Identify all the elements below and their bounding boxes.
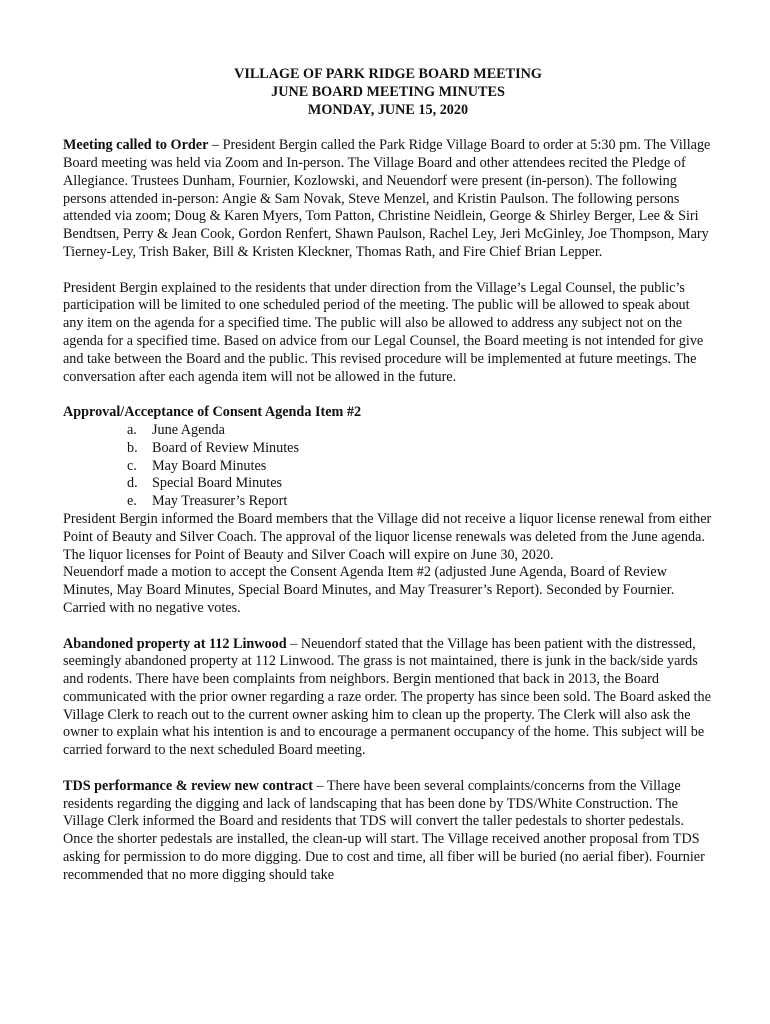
spacer (63, 119, 713, 137)
call-to-order-paragraph (63, 137, 713, 262)
list-item-label: b. (127, 439, 138, 456)
title-line-3: MONDAY, JUNE 15, 2020 (307, 101, 469, 118)
title-line-2: JUNE BOARD MEETING MINUTES (271, 83, 505, 100)
abandoned-property-paragraph (63, 636, 713, 761)
list-item-text: May Treasurer’s Report (152, 493, 288, 510)
consent-motion-paragraph: Neuendorf made a motion to accept the Consent Agenda Item #2 (adjusted June Agenda, Board of Review Minutes, May Board Minutes, Special Board Minutes, and May Treasurer’s Report). Seconded by Fournier. Carried with no negative votes. (63, 564, 675, 616)
abandoned-property-heading: Abandoned property at 112 Linwood (63, 635, 287, 652)
consent-agenda-heading: Approval/Acceptance of Consent Agenda Item #2 (63, 404, 362, 421)
title-line-1: VILLAGE OF PARK RIDGE BOARD MEETING (234, 66, 542, 82)
list-item-text: June Agenda (152, 421, 225, 438)
list-item-label: a. (127, 421, 137, 438)
abandoned-property-text: – Neuendorf stated that the Village has been patient with the distressed, seemingly abandoned property at 112 Linwood. The grass is not maintained, there is junk in the back/side yards and rodents. There have been complaints from neighbors. Bergin mentioned that back in 2013, the Board communicated with the prior owner regarding a raze order. The property has since been sold. The Board asked the Village Clerk to reach out to the current owner asking him to clean up the property. The Clerk will also ask the owner to explain what his intention is and to encourage a permanent occupancy of the home. This subject will be carried forward to the next scheduled Board meeting. (63, 635, 711, 759)
list-item-text: Special Board Minutes (152, 475, 283, 492)
list-item (127, 458, 713, 476)
document-page (63, 66, 713, 885)
list-item-text: Board of Review Minutes (152, 439, 299, 456)
spacer (63, 618, 713, 636)
list-item-label: e. (127, 493, 137, 510)
list-item (127, 422, 713, 440)
tds-paragraph (63, 778, 713, 885)
liquor-license-paragraph: President Bergin informed the Board members that the Village did not receive a liquor license renewal from either Point of Beauty and Silver Coach. The approval of the liquor license renewals was deleted from the June agenda. The liquor licenses for Point of Beauty and Silver Coach will expire on June 30, 2020. (63, 510, 712, 563)
spacer (63, 760, 713, 778)
spacer (63, 262, 713, 280)
document-title (63, 66, 713, 119)
list-item (127, 493, 713, 511)
spacer (63, 386, 713, 404)
call-to-order-text: – President Bergin called the Park Ridge Village Board to order at 5:30 pm. The Village Board meeting was held via Zoom and In-person. The Village Board and other attendees recited the Pledge of Allegiance. Trustees Dunham, Fournier, Kozlowski, and Neuendorf were present (in-person). The following persons attended in-person: Angie & Sam Novak, Steve Menzel, and Kristin Paulson. The following persons attended via zoom; Doug & Karen Myers, Tom Patton, Christine Neidlein, George & Shirley Berger, Lee & Siri Bendtsen, Perry & Jean Cook, Gordon Renfert, Shawn Paulson, Rachel Ley, Jeri McGinley, Joe Thompson, Mary Tierney-Ley, Trish Baker, Bill & Kristen Kleckner, Thomas Rath, and Fire Chief Brian Lepper. (63, 137, 711, 260)
list-item-label: c. (127, 457, 137, 474)
list-item (127, 475, 713, 493)
tds-heading: TDS performance & review new contract (63, 777, 313, 794)
tds-text: – There have been several complaints/concerns from the Village residents regarding the digging and lack of landscaping that has been done by TDS/White Construction. The Village Clerk informed the Board and residents that TDS will convert the taller pedestals to shorter pedestals. Once the shorter pedestals are installed, the clean-up will start. The Village received another proposal from TDS asking for permission to do more digging. Due to cost and time, all fiber will be buried (no aerial fiber). Fournier recommended that no more digging should take (63, 777, 705, 883)
public-participation-paragraph: President Bergin explained to the residents that under direction from the Village’s Legal Counsel, the public’s participation will be limited to one scheduled period of the meeting. The public will be allowed to speak about any item on the agenda for a specified time. The public will also be allowed to address any subject not on the agenda for a specified time. Based on advice from our Legal Counsel, the Board meeting is not intended for give and take between the Board and the public. This revised procedure will be implemented at future meetings. The conversation after each agenda item will not be allowed in the future. (63, 279, 704, 385)
list-item-text: May Board Minutes (152, 457, 267, 474)
list-item (127, 440, 713, 458)
consent-agenda-list (63, 422, 713, 511)
call-to-order-heading: Meeting called to Order (63, 137, 209, 154)
list-item-label: d. (127, 475, 138, 492)
